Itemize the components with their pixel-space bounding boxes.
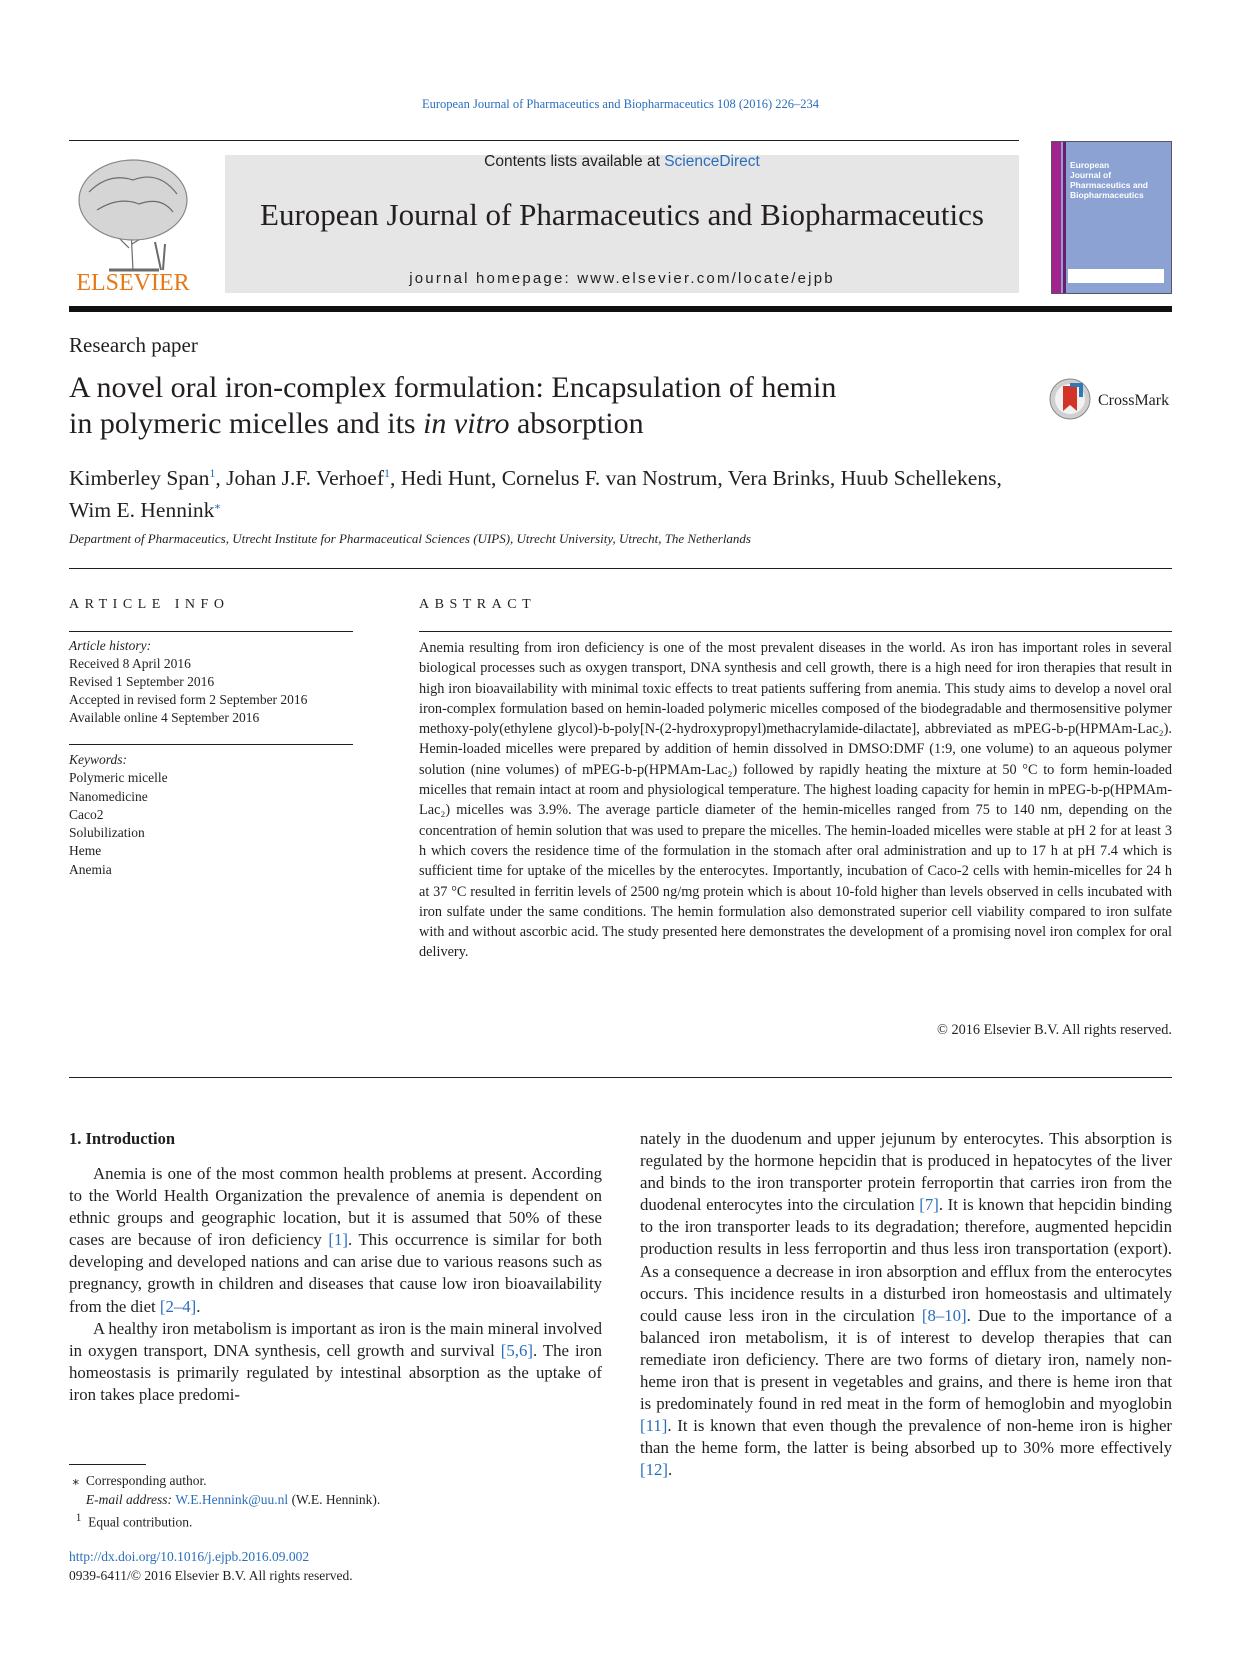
affiliation: Department of Pharmaceutics, Utrecht Institute for Pharmaceutical Sciences (UIPS), Utrecht University, Utrecht, The Netherlands [69,531,751,546]
cover-title [1070,160,1148,200]
cover-stripe [1052,142,1061,293]
body-text: . The iron homeostasis is primarily regulated by intestinal absorption as the uptake of iron takes place predomi- [69,1340,603,1404]
keyword: Caco2 [69,806,104,822]
footnote-text: Equal contribution. [88,1514,193,1530]
author-separator: , [390,466,401,491]
body-text: Anemia is one of the most common health problems at present. According to the World Health Organization the prevalence of anemia is dependent on ethnic groups and geographic location, but it is assumed that 50% of these cases are because of iron deficiency [69,1164,602,1250]
paragraph [69,1163,602,1318]
title-line-2 [69,406,969,442]
crossmark-icon [1048,377,1094,421]
keyword: Nanomedicine [69,788,148,804]
body-text: . It is known that hepcidin binding to the iron transporter leads to its degradation; therefore, augmented hepcidin production results in less ferroportin and thus less iron transportation (export). As a consequence a decrease in iron absorption and efflux from the enterocytes occurs. This incidence results in a disturbed iron homeostasis and ultimately could cause less iron in the circulation [640,1195,1172,1325]
author-separator: , [996,466,1002,491]
author-separator: , [490,466,502,491]
author-name: Cornelus F. van Nostrum [501,466,718,491]
title-text: in polymeric micelles and its [69,407,424,440]
cover-stripe-dark [1063,142,1066,293]
corresponding-mark[interactable]: ⁎ [214,498,221,513]
history-label: Article history: [69,638,152,653]
author-separator: , [829,466,841,491]
doi-block [69,1548,353,1585]
body-column-right [640,1128,1172,1482]
history-item: Revised 1 September 2016 [69,674,215,689]
article-info-rule [69,631,353,632]
title-text: absorption [509,407,644,440]
author-name: Wim E. Hennink [69,498,215,523]
keyword: Polymeric micelle [69,770,168,786]
author-name: Vera Brinks [727,466,830,491]
footnote-text: Corresponding author. [85,1473,207,1488]
journal-homepage [225,270,1019,287]
elsevier-logo [69,152,197,294]
body-text: nately in the duodenum and upper jejunum by enterocytes. This absorption is regulated by the hormone hepcidin that is produced in hepatocytes of the liver and binds to the iron transporter protein ferroportin that carries iron from the duodenal enterocytes into the circulation [640,1129,1172,1215]
section-rule [69,568,1172,569]
history-item: Available online 4 September 2016 [69,710,260,725]
body-text: . This occurrence is similar for both developing and developed nations and can arise due to various reasons such as pregnancy, growth in children and diseases that cause low iron bioavailability from the diet [69,1230,602,1316]
keyword: Solubilization [69,825,145,841]
footnote-mark: ⁎ [72,1473,80,1488]
reference-link[interactable]: [8–10] [921,1305,967,1325]
journal-cover-image [1051,141,1172,294]
introduction-heading: 1. Introduction [69,1129,176,1148]
keyword: Anemia [69,861,112,877]
reference-link[interactable]: [1] [328,1230,348,1250]
abstract-heading: ABSTRACT [419,597,537,612]
body-text: . [667,1460,673,1480]
author-name: Kimberley Span [69,466,210,491]
reference-link[interactable]: [12] [640,1460,668,1480]
keywords-rule [69,744,353,745]
paper-title [69,370,969,442]
footnote-corresponding [69,1472,380,1491]
keywords-list [69,751,168,879]
footnote-equal [69,1509,380,1532]
history-item: Received 8 April 2016 [69,656,191,671]
footnote-text: (W.E. Hennink). [288,1491,381,1507]
article-info-heading: ARTICLE INFO [69,597,230,612]
article-history [69,637,307,727]
header-thick-rule [69,306,1172,312]
author-list [69,460,1174,524]
footnotes [69,1472,380,1532]
body-rule [69,1077,1172,1078]
reference-link[interactable]: [11] [640,1416,668,1436]
author-separator: , [717,466,728,491]
keyword: Heme [69,843,102,859]
author-mark[interactable]: 1 [384,466,391,480]
journal-title: European Journal of Pharmaceutics and Biopharmaceutics [260,197,984,232]
publisher-name: ELSEVIER [76,270,190,294]
reference-link[interactable]: [2–4] [159,1296,197,1316]
article-type: Research paper [69,333,198,357]
doi-link[interactable]: http://dx.doi.org/10.1016/j.ejpb.2016.09.002 [69,1549,310,1564]
cover-line: Biopharmaceutics [1070,190,1144,200]
homepage-url[interactable]: www.elsevier.com/locate/ejpb [577,270,835,287]
keywords-label: Keywords: [69,752,127,767]
body-text: . [196,1296,201,1316]
cover-line: European [1070,160,1110,170]
sciencedirect-link[interactable]: ScienceDirect [664,153,760,170]
journal-citation[interactable]: European Journal of Pharmaceutics and Biopharmaceutics 108 (2016) 226–234 [421,97,820,111]
body-text: . Due to the importance of a balanced iron metabolism, it is of interest to develop therapies that can remediate iron deficiency. There are two forms of dietary iron, namely non-heme iron that is present in vegetables and grains, and there is heme iron that is predominately found in red meat in the form of hemoglobin and myoglobin [640,1305,1172,1414]
abstract-text: Anemia resulting from iron deficiency is one of the most prevalent diseases in the world. As iron has important roles in several biological processes such as oxygen transport, DNA synthesis and cell growth, there is a high need for iron therapies that result in high iron bioavailability with minimal toxic effects to treat patients suffering from anemia. This study aims to develop a novel oral iron-complex formulation based on hemin-loaded polymeric micelles composed of the biodegradable and thermosensitive polymer methoxy-poly(ethylene glycol)-b-poly[N-(2-hydroxypropyl)methacrylamide-dilactate], abbreviated as mPEG-b-p(HPMAm-Lac₂). Hemin-loaded micelles were prepared by addition of hemin dissolved in DMSO:DMF (1:9, one volume) to an aqueous polymer solution (nine volumes) of mPEG-b-p(HPMAm-Lac₂) followed by rapidly heating the mixture at 50 °C to form hemin-loaded micelles that remain intact at room and physiological temperature. The highest loading capacity for hemin in mPEG-b-p(HPMAm-Lac₂) micelles was 3.9%. The average particle diameter of the hemin-micelles ranged from 75 to 140 nm, depending on the concentration of hemin solution that was used to prepare the micelles. The hemin-loaded micelles were stable at pH 2 for at least 3 h which covers the residence time of the formulation in the stomach after oral administration and up to 17 h at pH 7.4 which is sufficient time for uptake of the micelles by the enterocytes. Importantly, incubation of Caco-2 cells with hemin-micelles for 24 h at 37 °C resulted in ferritin levels of 2500 ng/mg protein which is about 10-fold higher than levels observed in cells incubated with iron sulfate under the same conditions. The hemin formulation also demonstrated superior cell viability compared to iron sulfate with and without ascorbic acid. The study presented here demonstrates the development of a promising novel iron complex for oral delivery. [419,640,1172,961]
homepage-prefix: journal homepage: [409,270,578,287]
paragraph [640,1128,1172,1482]
elsevier-tree-icon [69,152,197,294]
author-mark[interactable]: 1 [209,466,216,480]
author-name: Huub Schellekens [840,466,997,491]
footnote-rule [69,1464,146,1465]
crossmark-label[interactable]: CrossMark [1098,392,1170,409]
cover-footer [1068,269,1164,283]
history-item: Accepted in revised form 2 September 2016 [69,692,308,707]
email-label: E-mail address: [85,1491,176,1507]
author-separator: , [215,466,227,491]
contents-line [225,153,1019,171]
abstract-rule [419,631,1172,632]
author-name: Hedi Hunt [400,466,491,491]
cover-line: Journal of [1070,170,1112,180]
paragraph [69,1318,602,1406]
cover-line: Pharmaceutics and [1070,180,1148,190]
issn-line: 0939-6411/© 2016 Elsevier B.V. All rights reserved. [69,1567,353,1583]
abstract-copyright: © 2016 Elsevier B.V. All rights reserved. [937,1022,1172,1038]
footnote-mark: 1 [75,1512,82,1524]
title-line-1: A novel oral iron-complex formulation: Encapsulation of hemin [69,371,837,404]
header-rule [69,140,1019,141]
author-name: Johan J.F. Verhoef [226,466,385,491]
reference-link[interactable]: [5,6] [500,1340,533,1360]
footnote-email [69,1491,380,1510]
body-column-left [69,1163,602,1406]
title-italic: in vitro [423,407,510,440]
body-text: . It is known that even though the prevalence of non-heme iron is higher than the heme form, the latter is being absorbed up to 30% more effectively [640,1416,1172,1458]
body-text: A healthy iron metabolism is important as iron is the main mineral involved in oxygen transport, DNA synthesis, cell growth and survival [69,1318,602,1360]
contents-prefix: Contents lists available at [484,153,665,170]
email-link[interactable]: W.E.Hennink@uu.nl [175,1491,289,1507]
reference-link[interactable]: [7] [919,1195,939,1215]
